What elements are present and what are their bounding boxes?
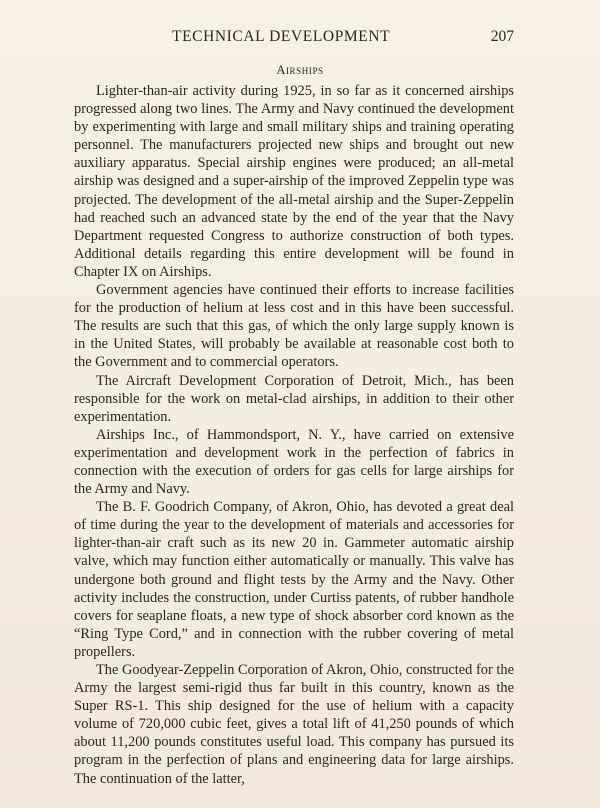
paragraph-aircraft-development-corp: The Aircraft Development Corporation of Detroit, Mich., has been responsible for the work on metal-clad airships, in addition to their other experimentation. bbox=[74, 372, 514, 425]
body-text bbox=[74, 82, 514, 788]
paragraph-airships-inc: Airships Inc., of Hammondsport, N. Y., have carried on extensive experimentation and development work in the perfection of fabrics in connection with the execution of orders for gas cells for large airships for the Army and Navy. bbox=[74, 426, 514, 498]
paragraph-lighter-than-air: Lighter-than-air activity during 1925, in so far as it concerned airships progressed along two lines. The Army and Navy continued the development by experimenting with large and small military ships and training operating personnel. The manufacturers projected new ships and brought out new auxiliary apparatus. Special airship engines were produced; an all-metal airship was designed and a super-airship of the improved Zeppelin type was projected. The development of the all-metal airship and the Super-Zeppelin had reached such an advanced state by the end of the year that the Navy Department requested Congress to authorize construction of both types. Additional details regarding this entire development will be found in Chapter IX on Airships. bbox=[74, 83, 514, 280]
page-number: 207 bbox=[490, 28, 514, 45]
paragraph-helium: Government agencies have continued their efforts to increase facilities for the production of helium at less cost and in this have been successful. The results are such that this gas, of which the only large supply known is in the United States, will probably be available at reasonable cost both to the Government and to commercial operators. bbox=[74, 282, 514, 371]
paragraph-goodrich: The B. F. Goodrich Company, of Akron, Ohio, has devoted a great deal of time during the year to the development of materials and accessories for lighter-than-air craft such as its new 20 in. Gammeter automatic airship valve, which may function either automatically or manually. This valve has undergone both ground and flight tests by the Army and the Navy. Other activity includes the construction, under Curtiss patents, of rubber handhole covers for seaplane floats, a new type of shock absorber cord known as the “Ring Type Cord,” and in connection with the rubber covering of metal propellers. bbox=[74, 499, 514, 660]
page-header bbox=[74, 28, 514, 50]
running-head: TECHNICAL DEVELOPMENT bbox=[172, 28, 391, 45]
section-title: Airships bbox=[276, 63, 324, 77]
paragraph-goodyear-zeppelin: The Goodyear-Zeppelin Corporation of Akron, Ohio, constructed for the Army the largest semi-rigid thus far built in this country, known as the Super RS-1. This ship designed for the use of helium with a capacity volume of 720,000 cubic feet, gives a total lift of 41,250 pounds of which about 11,200 pounds constitutes useful load. This company has pursued its program in the perfection of plans and engineering data for large airships. The continuation of the latter, bbox=[74, 662, 514, 787]
